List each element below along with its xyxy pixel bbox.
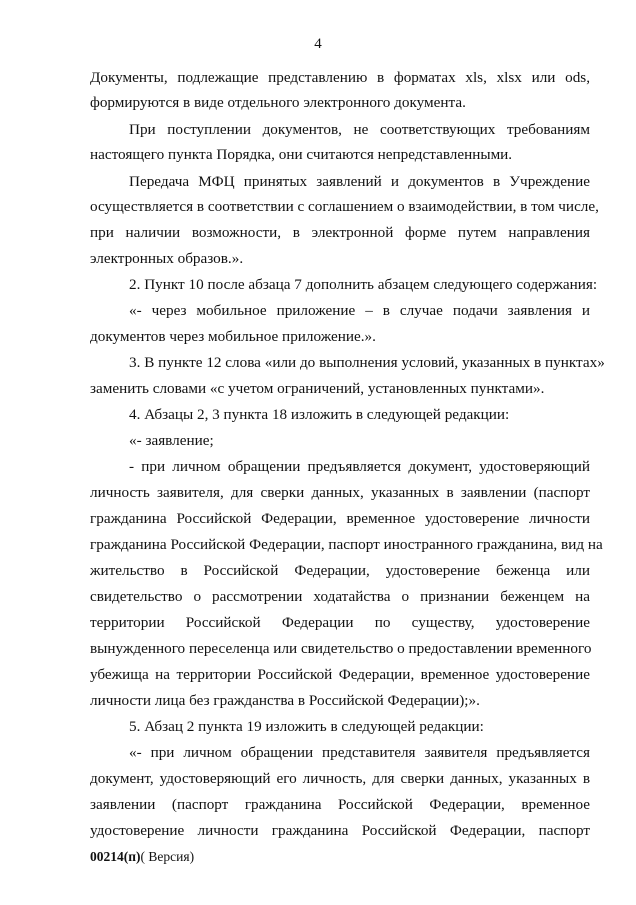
text-line: 5. Абзац 2 пункта 19 изложить в следующей редакции:: [129, 718, 484, 735]
text-line: документ, удостоверяющий его личность, для сверки данных, указанных в: [90, 770, 590, 787]
text-line: заменить словами «с учетом ограничений, установленных пунктами».: [90, 380, 545, 397]
text-line: - при личном обращении предъявляется документ, удостоверяющий: [129, 458, 590, 475]
text-line: Передача МФЦ принятых заявлений и документов в Учреждение: [129, 173, 590, 190]
text-line: личность заявителя, для сверки данных, указанных в заявлении (паспорт: [90, 484, 590, 501]
text-line: удостоверение личности гражданина Российской Федерации, паспорт: [90, 822, 590, 839]
text-line: свидетельство о рассмотрении ходатайства о признании беженцем на: [90, 588, 590, 605]
text-line: «- при личном обращении представителя заявителя предъявляется: [129, 744, 590, 761]
text-line: заявлении (паспорт гражданина Российской Федерации, временное: [90, 796, 590, 813]
text-line: территории Российской Федерации по существу, удостоверение: [90, 614, 590, 631]
text-line: осуществляется в соответствии с соглашением о взаимодействии, в том числе,: [90, 198, 599, 215]
text-line: гражданина Российской Федерации, паспорт иностранного гражданина, вид на: [90, 536, 603, 553]
text-line: При поступлении документов, не соответствующих требованиям: [129, 121, 590, 138]
text-line: личности лица без гражданства в Российской Федерации);».: [90, 692, 480, 709]
text-line: вынужденного переселенца или свидетельство о предоставлении временного: [90, 640, 592, 657]
text-line: формируются в виде отдельного электронного документа.: [90, 94, 466, 111]
text-line: при наличии возможности, в электронной форме путем направления: [90, 224, 590, 241]
text-line: убежища на территории Российской Федерации, временное удостоверение: [90, 666, 590, 683]
footer-code: 00214(п): [90, 849, 141, 864]
text-line: электронных образов.».: [90, 250, 244, 267]
text-line: 3. В пункте 12 слова «или до выполнения условий, указанных в пунктах»: [129, 354, 605, 371]
text-line: 2. Пункт 10 после абзаца 7 дополнить абзацем следующего содержания:: [129, 276, 598, 293]
text-line: жительство в Российской Федерации, удостоверение беженца или: [90, 562, 590, 579]
footer-version: ( Версия): [140, 849, 195, 864]
document-footer: [90, 849, 194, 865]
text-line: Документы, подлежащие представлению в форматах xls, xlsx или ods,: [90, 69, 590, 86]
text-line: настоящего пункта Порядка, они считаются непредставленными.: [90, 146, 513, 163]
text-line: «- через мобильное приложение – в случае подачи заявления и: [129, 302, 590, 319]
text-line: 4. Абзацы 2, 3 пункта 18 изложить в следующей редакции:: [129, 406, 510, 423]
text-line: документов через мобильное приложение.».: [90, 328, 376, 345]
text-line: «- заявление;: [129, 432, 214, 449]
text-line: гражданина Российской Федерации, временное удостоверение личности: [90, 510, 590, 527]
page-number: 4: [314, 36, 322, 52]
